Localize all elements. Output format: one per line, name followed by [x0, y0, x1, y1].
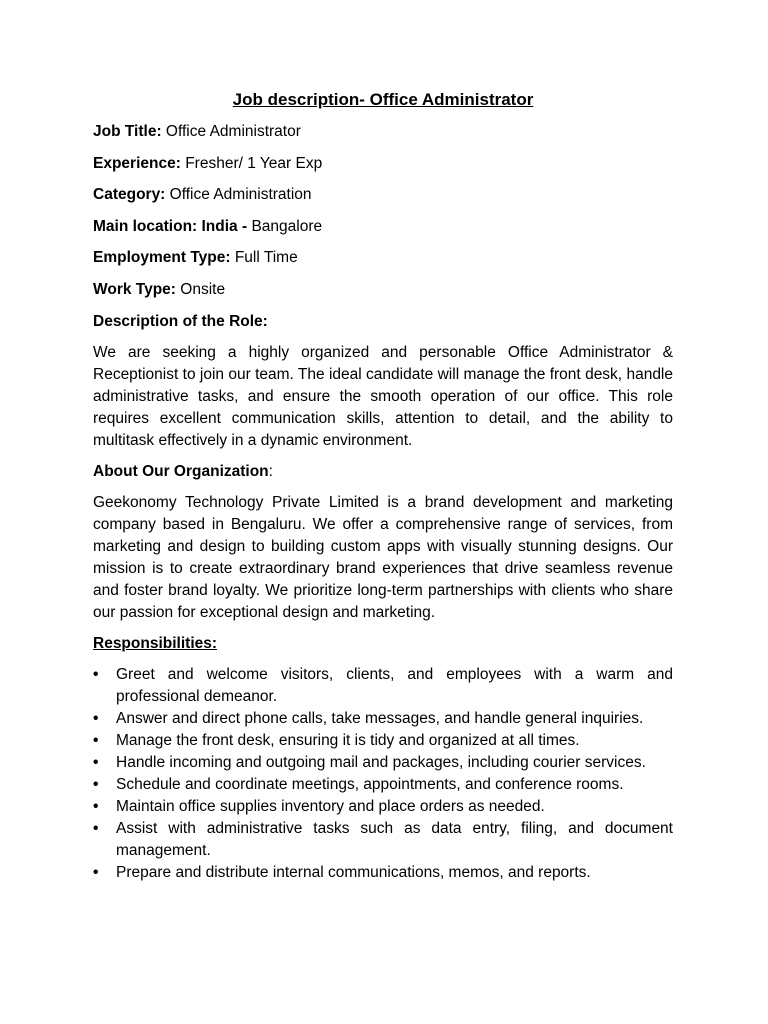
- bullet-icon: •: [93, 797, 99, 815]
- bullet-icon: •: [93, 775, 99, 793]
- bullet-icon: •: [93, 709, 99, 727]
- list-item-text: Manage the front desk, ensuring it is tidy and organized at all times.: [116, 731, 580, 749]
- list-item-text: Handle incoming and outgoing mail and packages, including courier services.: [116, 753, 646, 771]
- list-item: [93, 664, 673, 708]
- field-job-title: [93, 121, 673, 143]
- field-employment-type: [93, 247, 673, 269]
- list-item-text: Answer and direct phone calls, take messages, and handle general inquiries.: [116, 709, 644, 727]
- field-experience: [93, 153, 673, 175]
- list-item: [93, 796, 673, 818]
- field-value: Onsite: [175, 280, 226, 298]
- field-value: Fresher/ 1 Year Exp: [180, 154, 323, 172]
- list-item: [93, 752, 673, 774]
- field-label: Work Type:: [93, 280, 176, 298]
- organization-heading-text: About Our Organization: [93, 462, 269, 480]
- list-item-text: Assist with administrative tasks such as data entry, filing, and document management.: [116, 819, 673, 859]
- document-page: [93, 88, 673, 884]
- list-item: [93, 818, 673, 862]
- list-item: [93, 774, 673, 796]
- field-label: Category:: [93, 186, 166, 204]
- field-work-type: [93, 279, 673, 301]
- field-label: Experience:: [93, 154, 181, 172]
- field-label: Main location: India -: [93, 217, 248, 235]
- list-item-text: Prepare and distribute internal communications, memos, and reports.: [116, 863, 591, 881]
- bullet-icon: •: [93, 731, 99, 749]
- field-value: Full Time: [230, 249, 298, 267]
- field-value: Bangalore: [247, 217, 323, 235]
- list-item-text: Schedule and coordinate meetings, appointments, and conference rooms.: [116, 775, 624, 793]
- list-item-text: Maintain office supplies inventory and place orders as needed.: [116, 797, 545, 815]
- document-title: Job description- Office Administrator: [232, 90, 534, 109]
- role-heading: Description of the Role:: [93, 312, 268, 330]
- responsibilities-heading: Responsibilities:: [93, 634, 218, 652]
- bullet-icon: •: [93, 753, 99, 771]
- list-item: [93, 730, 673, 752]
- bullet-icon: •: [93, 819, 99, 837]
- field-main-location: [93, 216, 673, 238]
- role-description: We are seeking a highly organized and personable Office Administrator & Receptionist to join our team. The ideal candidate will manage the front desk, handle administrative tasks, and ensure the smooth operation of our office. This role requires excellent communication skills, attention to detail, and the ability to multitask effectively in a dynamic environment.: [93, 343, 673, 449]
- list-item-text: Greet and welcome visitors, clients, and employees with a warm and professional demeanor.: [116, 665, 673, 705]
- list-item: [93, 862, 673, 884]
- field-label: Employment Type:: [93, 249, 231, 267]
- organization-description: Geekonomy Technology Private Limited is a brand development and marketing company based in Bengaluru. We offer a comprehensive range of services, from marketing and design to building custom apps with visually stunning designs. Our mission is to create extraordinary brand experiences that drive seamless revenue and foster brand loyalty. We prioritize long-term partnerships with clients who share our passion for exceptional design and marketing.: [93, 493, 673, 621]
- field-category: [93, 184, 673, 206]
- responsibilities-list: [93, 664, 673, 884]
- field-label: Job Title:: [93, 123, 162, 140]
- list-item: [93, 708, 673, 730]
- field-value: Office Administrator: [161, 123, 301, 140]
- organization-heading: [93, 461, 673, 483]
- field-value: Office Administration: [165, 186, 312, 204]
- organization-heading-colon: :: [268, 462, 273, 480]
- bullet-icon: •: [93, 665, 99, 683]
- bullet-icon: •: [93, 863, 99, 881]
